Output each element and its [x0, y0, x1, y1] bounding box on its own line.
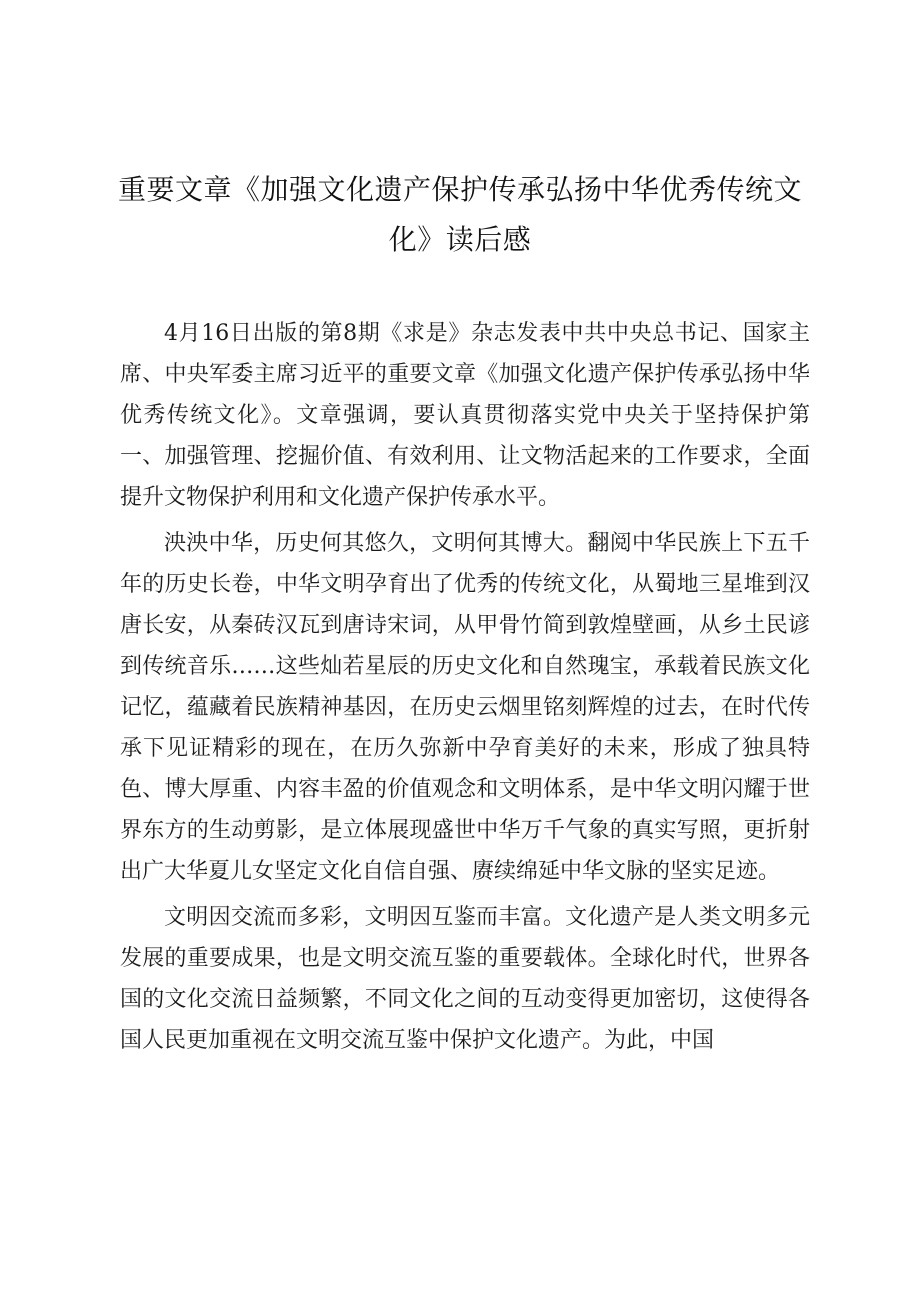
paragraph: 文明因交流而多彩，文明因互鉴而丰富。文化遗产是人类文明多元发展的重要成果，也是文明交流互鉴的重要载体。全球化时代，世界各国的文化交流日益频繁，不同文化之间的互动变得更加密切，这使得各国人民更加重视在文明交流互鉴中保护文化遗产。为此，中国: [120, 905, 810, 1053]
paragraph: 4月16日出版的第8期《求是》杂志发表中共中央总书记、国家主席、中央军委主席习近平的重要文章《加强文化遗产保护传承弘扬中华优秀传统文化》。文章强调，要认真贯彻落实党中央关于坚持保护第一、加强管理、挖掘价值、有效利用、让文物活起来的工作要求，全面提升文物保护利用和文化遗产保护传承水平。: [120, 321, 810, 510]
paragraph: 泱泱中华，历史何其悠久，文明何其博大。翻阅中华民族上下五千年的历史长卷，中华文明孕育出了优秀的传统文化，从蜀地三星堆到汉唐长安，从秦砖汉瓦到唐诗宋词，从甲骨竹简到敦煌壁画，从乡土民谚到传统音乐……这些灿若星辰的历史文化和自然瑰宝，承载着民族文化记忆，蕴藏着民族精神基因，在历史云烟里铭刻辉煌的过去，在时代传承下见证精彩的现在，在历久弥新中孕育美好的未来，形成了独具特色、博大厚重、内容丰盈的价值观念和文明体系，是中华文明闪耀于世界东方的生动剪影，是立体展现盛世中华万千气象的真实写照，更折射出广大华夏儿女坚定文化自信自强、赓续绵延中华文脉的坚实足迹。: [120, 531, 810, 884]
document-title: 重要文章《加强文化遗产保护传承弘扬中华优秀传统文化》读后感: [117, 173, 802, 256]
document-body: [120, 313, 810, 1066]
